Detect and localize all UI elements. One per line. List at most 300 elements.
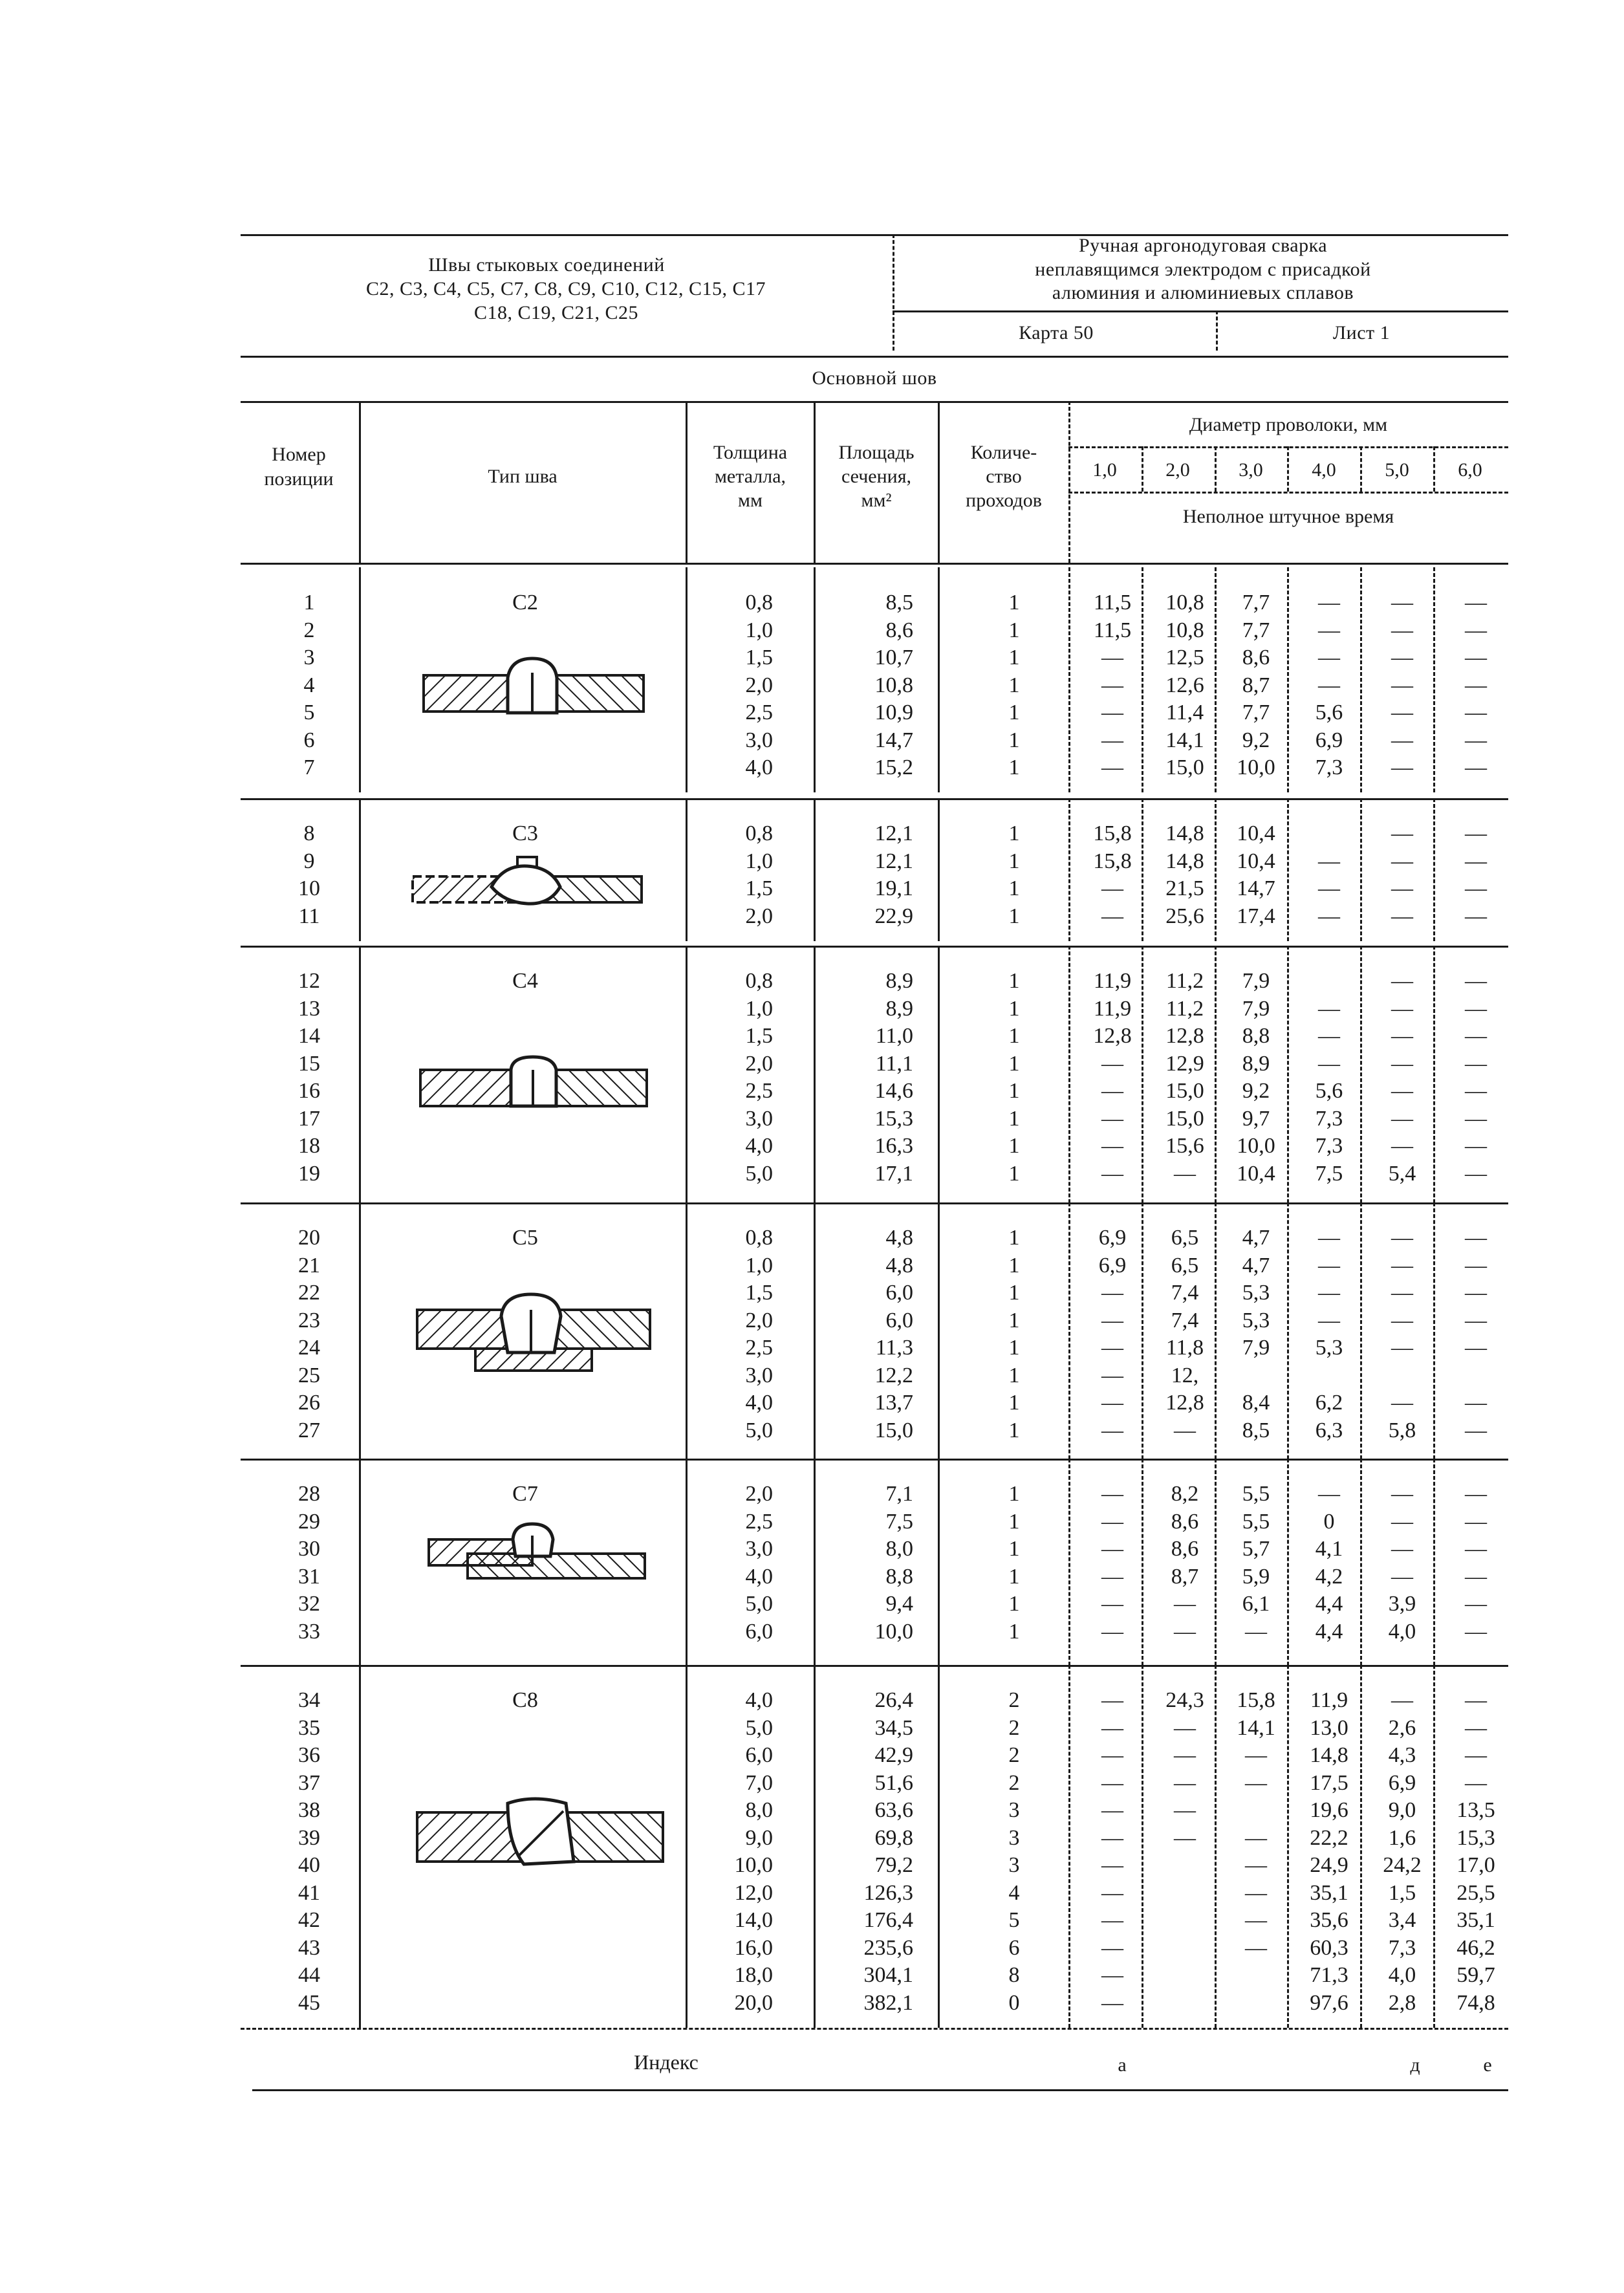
- header-bottom-rule: [241, 356, 1508, 358]
- time-value: —: [1318, 591, 1340, 614]
- time-value: —: [1245, 1880, 1267, 1905]
- time-value: —: [1391, 1688, 1413, 1712]
- metal-thickness: 2,0: [745, 1482, 773, 1506]
- time-value: —: [1318, 618, 1340, 642]
- time-value: —: [1391, 1564, 1413, 1589]
- position-number: 4: [303, 673, 315, 697]
- time-value: —: [1101, 755, 1123, 779]
- col-rule: [359, 946, 361, 1203]
- weld-type-label: С3: [512, 821, 538, 845]
- col-rule: [938, 946, 940, 1203]
- section-area: 304,1: [863, 1963, 913, 1987]
- weld-c7-icon: [424, 1520, 650, 1581]
- section-title: Основной шов: [812, 367, 937, 389]
- pass-count: 1: [1008, 618, 1020, 642]
- col-rule: [938, 1202, 940, 1459]
- position-number: 42: [298, 1908, 320, 1932]
- position-number: 2: [303, 618, 315, 642]
- pass-count: 6: [1008, 1935, 1020, 1960]
- time-col-rule: [1068, 1202, 1070, 1459]
- time-value: 7,7: [1242, 701, 1270, 724]
- time-value: 8,6: [1171, 1509, 1199, 1534]
- time-col-rule: [1215, 946, 1217, 1203]
- time-value: —: [1391, 1391, 1413, 1415]
- position-number: 16: [298, 1079, 320, 1103]
- time-col-rule: [1068, 567, 1070, 792]
- time-value: —: [1318, 1253, 1340, 1277]
- section-area: 26,4: [874, 1688, 913, 1712]
- time-col-rule: [1360, 1459, 1362, 1666]
- time-value: —: [1174, 1770, 1196, 1795]
- metal-thickness: 1,0: [745, 1253, 773, 1277]
- section-area: 8,6: [885, 618, 913, 642]
- time-value: 11,9: [1310, 1688, 1348, 1712]
- pass-count: 2: [1008, 1743, 1020, 1767]
- col-rule: [814, 798, 816, 941]
- section-area: 12,2: [874, 1363, 913, 1387]
- position-number: 40: [298, 1853, 320, 1877]
- time-value: —: [1101, 1161, 1123, 1186]
- diam-rule: [1068, 492, 1508, 494]
- time-col-rule: [1287, 1665, 1289, 2028]
- sheet-number: Лист 1: [1332, 322, 1391, 343]
- time-value: —: [1465, 1509, 1487, 1534]
- time-value: —: [1391, 969, 1413, 993]
- time-value: —: [1245, 1770, 1267, 1795]
- position-number: 20: [298, 1226, 320, 1250]
- time-value: —: [1101, 1935, 1123, 1960]
- col-position-l1: Номер: [272, 444, 326, 465]
- pass-count: 1: [1008, 1134, 1020, 1158]
- time-value: —: [1101, 728, 1123, 752]
- metal-thickness: 4,0: [745, 755, 773, 779]
- time-value: —: [1465, 591, 1487, 614]
- time-value: 8,5: [1242, 1418, 1270, 1442]
- position-number: 41: [298, 1880, 320, 1905]
- time-value: 3,4: [1388, 1908, 1416, 1932]
- pass-count: 5: [1008, 1908, 1020, 1932]
- pass-count: 2: [1008, 1688, 1020, 1712]
- time-value: 2,8: [1388, 1990, 1416, 2015]
- position-number: 23: [298, 1308, 320, 1332]
- metal-thickness: 5,0: [745, 1592, 773, 1616]
- time-value: 5,3: [1242, 1308, 1270, 1332]
- time-value: 11,4: [1165, 701, 1204, 724]
- time-value: 24,3: [1165, 1688, 1204, 1712]
- position-number: 33: [298, 1619, 320, 1644]
- col-rule: [938, 1665, 940, 2028]
- time-value: 22,2: [1310, 1825, 1348, 1850]
- section-area: 9,4: [885, 1592, 913, 1616]
- time-value: 14,1: [1165, 728, 1204, 752]
- pass-count: 1: [1008, 876, 1020, 900]
- section-area: 8,9: [885, 996, 913, 1021]
- time-value: —: [1101, 673, 1123, 697]
- time-value: —: [1101, 1051, 1123, 1076]
- time-value: 5,6: [1315, 701, 1343, 724]
- position-number: 13: [298, 996, 320, 1021]
- time-value: —: [1465, 1743, 1487, 1767]
- time-col-rule: [1433, 567, 1435, 792]
- time-value: 4,2: [1315, 1564, 1343, 1589]
- section-area: 11,3: [875, 1336, 913, 1360]
- metal-thickness: 3,0: [745, 1363, 773, 1387]
- time-value: —: [1391, 996, 1413, 1021]
- time-value: 71,3: [1310, 1963, 1348, 1987]
- time-value: —: [1465, 646, 1487, 669]
- col-rule: [686, 1202, 687, 1459]
- time-value: 7,3: [1315, 1134, 1343, 1158]
- time-value: 59,7: [1456, 1963, 1495, 1987]
- position-number: 30: [298, 1537, 320, 1561]
- position-number: 35: [298, 1715, 320, 1740]
- col-rule: [686, 798, 687, 941]
- col-thickness-l3: мм: [738, 490, 763, 511]
- pass-count: 1: [1008, 1564, 1020, 1589]
- metal-thickness: 2,5: [745, 701, 773, 724]
- diameter-1: 1,0: [1092, 459, 1117, 481]
- pass-count: 1: [1008, 1482, 1020, 1506]
- col-rule: [938, 401, 940, 563]
- time-value: 8,2: [1171, 1482, 1199, 1506]
- header-left-line2: С2, С3, С4, С5, С7, С8, С9, С10, С12, С15, С17: [365, 278, 766, 299]
- weld-c2-icon: [417, 653, 650, 724]
- position-number: 25: [298, 1363, 320, 1387]
- section-area: 8,0: [885, 1537, 913, 1561]
- time-col-rule: [1215, 1459, 1217, 1666]
- col-thickness-l1: Толщина: [713, 442, 788, 463]
- section-area: 51,6: [874, 1770, 913, 1795]
- time-value: 1,5: [1388, 1880, 1416, 1905]
- time-value: —: [1391, 1134, 1413, 1158]
- section-area: 15,0: [874, 1418, 913, 1442]
- col-rule: [686, 1665, 687, 2028]
- pass-count: 1: [1008, 1509, 1020, 1534]
- time-value: —: [1465, 1308, 1487, 1332]
- metal-thickness: 16,0: [734, 1935, 773, 1960]
- time-value: 7,7: [1242, 618, 1270, 642]
- time-value: 11,5: [1093, 618, 1132, 642]
- table-top-rule: [241, 401, 1508, 403]
- time-col-rule: [1287, 798, 1289, 941]
- time-value: 15,8: [1093, 849, 1132, 873]
- section-area: 10,7: [874, 646, 913, 669]
- time-col-rule: [1142, 567, 1143, 792]
- section-area: 126,3: [863, 1880, 913, 1905]
- col-area-l1: Площадь: [838, 442, 915, 463]
- position-number: 7: [303, 755, 315, 779]
- time-value: —: [1101, 1990, 1123, 2015]
- time-value: 15,0: [1165, 1106, 1204, 1131]
- position-number: 37: [298, 1770, 320, 1795]
- time-value: 10,0: [1237, 1134, 1275, 1158]
- time-value: —: [1465, 1253, 1487, 1277]
- time-value: 35,1: [1310, 1880, 1348, 1905]
- time-value: 13,5: [1456, 1798, 1495, 1822]
- time-value: —: [1391, 1253, 1413, 1277]
- metal-thickness: 18,0: [734, 1963, 773, 1987]
- pass-count: 1: [1008, 1418, 1020, 1442]
- section-area: 6,0: [885, 1281, 913, 1305]
- metal-thickness: 5,0: [745, 1418, 773, 1442]
- time-value: 8,6: [1171, 1537, 1199, 1561]
- metal-thickness: 3,0: [745, 1106, 773, 1131]
- time-value: —: [1101, 1363, 1123, 1387]
- col-rule: [938, 1459, 940, 1666]
- time-value: 4,7: [1242, 1226, 1270, 1250]
- col-area-l2: сечения,: [841, 466, 912, 487]
- time-value: —: [1174, 1825, 1196, 1850]
- time-value: 6,9: [1315, 728, 1343, 752]
- time-col-rule: [1360, 567, 1362, 792]
- metal-thickness: 0,8: [745, 821, 773, 845]
- position-number: 29: [298, 1509, 320, 1534]
- time-value: 10,8: [1165, 618, 1204, 642]
- time-value: 3,9: [1388, 1592, 1416, 1616]
- section-area: 19,1: [874, 876, 913, 900]
- time-value: —: [1101, 1106, 1123, 1131]
- position-number: 34: [298, 1688, 320, 1712]
- section-area: 382,1: [863, 1990, 913, 2015]
- time-value: 10,4: [1237, 849, 1275, 873]
- metal-thickness: 1,5: [745, 1281, 773, 1305]
- card-divider: [1216, 310, 1218, 351]
- time-value: 13,0: [1310, 1715, 1348, 1740]
- time-value: —: [1465, 1336, 1487, 1360]
- metal-thickness: 2,0: [745, 1308, 773, 1332]
- time-value: 5,7: [1242, 1537, 1270, 1561]
- col-rule: [686, 567, 687, 792]
- col-rule: [814, 401, 816, 563]
- col-passes-l2: ство: [986, 466, 1022, 487]
- time-value: 7,3: [1315, 755, 1343, 779]
- col-rule: [359, 1665, 361, 2028]
- time-value: 8,8: [1242, 1024, 1270, 1048]
- time-value: —: [1391, 1079, 1413, 1103]
- index-label: Индекс: [634, 2050, 698, 2074]
- index-top-rule: [241, 2028, 1508, 2030]
- section-area: 176,4: [863, 1908, 913, 1932]
- time-col-rule: [1360, 946, 1362, 1203]
- time-col-rule: [1433, 1202, 1435, 1459]
- pass-count: 1: [1008, 1161, 1020, 1186]
- time-value: 4,7: [1242, 1253, 1270, 1277]
- pass-count: 1: [1008, 591, 1020, 614]
- time-value: —: [1101, 1509, 1123, 1534]
- section-area: 42,9: [874, 1743, 913, 1767]
- time-col-rule: [1360, 798, 1362, 941]
- section-area: 6,0: [885, 1308, 913, 1332]
- time-value: —: [1465, 1482, 1487, 1506]
- time-value: —: [1391, 755, 1413, 779]
- time-value: —: [1318, 904, 1340, 928]
- time-value: —: [1391, 849, 1413, 873]
- time-value: —: [1101, 1880, 1123, 1905]
- section-area: 11,1: [875, 1051, 913, 1076]
- time-value: 35,1: [1456, 1908, 1495, 1932]
- diam-sep: [1287, 446, 1289, 492]
- time-value: 25,5: [1456, 1880, 1495, 1905]
- section-area: 7,1: [885, 1482, 913, 1506]
- time-value: —: [1174, 1715, 1196, 1740]
- col-rule: [814, 1665, 816, 2028]
- diam-sep: [1215, 446, 1217, 492]
- position-number: 15: [298, 1051, 320, 1076]
- col-rule: [814, 1202, 816, 1459]
- col-position-l2: позиции: [264, 468, 334, 490]
- metal-thickness: 5,0: [745, 1161, 773, 1186]
- time-value: 12,5: [1165, 646, 1204, 669]
- time-value: —: [1465, 1391, 1487, 1415]
- time-value: —: [1465, 701, 1487, 724]
- time-value: —: [1174, 1798, 1196, 1822]
- time-value: 7,5: [1315, 1161, 1343, 1186]
- position-number: 43: [298, 1935, 320, 1960]
- time-value: —: [1465, 1134, 1487, 1158]
- col-thickness-l2: металла,: [714, 466, 786, 487]
- pass-count: 1: [1008, 996, 1020, 1021]
- pass-count: 1: [1008, 673, 1020, 697]
- time-value: —: [1465, 728, 1487, 752]
- pass-count: 0: [1008, 1990, 1020, 2015]
- time-value: 5,8: [1388, 1418, 1416, 1442]
- position-number: 12: [298, 969, 320, 993]
- group-separator: [241, 1459, 1508, 1461]
- diameter-5: 5,0: [1385, 459, 1409, 481]
- metal-thickness: 10,0: [734, 1853, 773, 1877]
- time-value: —: [1465, 996, 1487, 1021]
- time-value: —: [1101, 1798, 1123, 1822]
- time-value: —: [1391, 1051, 1413, 1076]
- time-value: —: [1391, 1308, 1413, 1332]
- col-passes-l1: Количе-: [970, 442, 1037, 463]
- metal-thickness: 9,0: [745, 1825, 773, 1850]
- position-number: 1: [303, 591, 315, 614]
- time-value: 14,8: [1165, 849, 1204, 873]
- time-value: —: [1391, 701, 1413, 724]
- time-value: 6,5: [1171, 1253, 1199, 1277]
- section-area: 12,1: [874, 849, 913, 873]
- position-number: 18: [298, 1134, 320, 1158]
- weld-type-label: С2: [512, 591, 538, 614]
- time-value: —: [1465, 1051, 1487, 1076]
- col-rule: [359, 1202, 361, 1459]
- group-separator: [241, 946, 1508, 948]
- weld-type-label: С7: [512, 1482, 538, 1506]
- time-value: —: [1465, 876, 1487, 900]
- time-value: 8,7: [1242, 673, 1270, 697]
- weld-c8-icon: [411, 1792, 669, 1882]
- time-value: 9,2: [1242, 728, 1270, 752]
- pass-count: 1: [1008, 849, 1020, 873]
- time-value: 11,2: [1165, 969, 1204, 993]
- position-number: 14: [298, 1024, 320, 1048]
- time-col-rule: [1142, 1665, 1143, 2028]
- pass-count: 1: [1008, 1336, 1020, 1360]
- time-value: 74,8: [1456, 1990, 1495, 2015]
- section-area: 11,0: [875, 1024, 913, 1048]
- time-value: —: [1465, 755, 1487, 779]
- time-col-rule: [1215, 1202, 1217, 1459]
- weld-c4-icon: [414, 1048, 653, 1113]
- time-value: —: [1318, 1482, 1340, 1506]
- time-value: 4,3: [1388, 1743, 1416, 1767]
- metal-thickness: 3,0: [745, 728, 773, 752]
- time-col-rule: [1142, 946, 1143, 1203]
- time-value: —: [1465, 1619, 1487, 1644]
- position-number: 44: [298, 1963, 320, 1987]
- time-value: 24,9: [1310, 1853, 1348, 1877]
- time-col-rule: [1068, 1459, 1070, 1666]
- time-value: 6,9: [1388, 1770, 1416, 1795]
- time-value: 8,9: [1242, 1051, 1270, 1076]
- metal-thickness: 1,5: [745, 646, 773, 669]
- time-value: —: [1318, 1281, 1340, 1305]
- time-value: 6,5: [1171, 1226, 1199, 1250]
- time-col-rule: [1068, 798, 1070, 941]
- card-number: Карта 50: [1019, 322, 1094, 343]
- diam-sep: [1142, 446, 1143, 492]
- time-value: —: [1465, 1564, 1487, 1589]
- pass-count: 1: [1008, 1619, 1020, 1644]
- metal-thickness: 8,0: [745, 1798, 773, 1822]
- index-bottom-rule: [252, 2089, 1508, 2091]
- time-value: —: [1391, 1281, 1413, 1305]
- time-col-rule: [1142, 798, 1143, 941]
- pass-count: 1: [1008, 1051, 1020, 1076]
- time-col-rule: [1068, 946, 1070, 1203]
- time-value: 10,4: [1237, 821, 1275, 845]
- time-value: 60,3: [1310, 1935, 1348, 1960]
- section-area: 8,5: [885, 591, 913, 614]
- time-value: —: [1465, 904, 1487, 928]
- section-area: 4,8: [885, 1226, 913, 1250]
- col-rule: [938, 798, 940, 941]
- time-col-rule: [1142, 1459, 1143, 1666]
- time-col-rule: [1287, 567, 1289, 792]
- time-value: —: [1101, 1418, 1123, 1442]
- time-value: —: [1465, 1770, 1487, 1795]
- time-value: —: [1391, 1537, 1413, 1561]
- time-value: 15,6: [1165, 1134, 1204, 1158]
- pass-count: 1: [1008, 1363, 1020, 1387]
- time-value: 14,1: [1237, 1715, 1275, 1740]
- weld-type-label: С5: [512, 1226, 538, 1250]
- time-value: —: [1318, 1051, 1340, 1076]
- pass-count: 3: [1008, 1825, 1020, 1850]
- time-value: 15,0: [1165, 1079, 1204, 1103]
- time-value: 8,7: [1171, 1564, 1199, 1589]
- time-value: —: [1101, 904, 1123, 928]
- time-value: —: [1245, 1619, 1267, 1644]
- position-number: 17: [298, 1106, 320, 1131]
- metal-thickness: 0,8: [745, 591, 773, 614]
- time-col-rule: [1433, 798, 1435, 941]
- col-rule: [359, 567, 361, 792]
- col-rule: [1068, 401, 1070, 563]
- time-value: —: [1318, 1024, 1340, 1048]
- time-value: 7,9: [1242, 996, 1270, 1021]
- metal-thickness: 14,0: [734, 1908, 773, 1932]
- pass-count: 1: [1008, 755, 1020, 779]
- time-value: 25,6: [1165, 904, 1204, 928]
- section-area: 15,2: [874, 755, 913, 779]
- time-value: —: [1101, 1592, 1123, 1616]
- weld-type-label: С4: [512, 969, 538, 993]
- time-value: 4,0: [1388, 1619, 1416, 1644]
- metal-thickness: 6,0: [745, 1743, 773, 1767]
- section-area: 16,3: [874, 1134, 913, 1158]
